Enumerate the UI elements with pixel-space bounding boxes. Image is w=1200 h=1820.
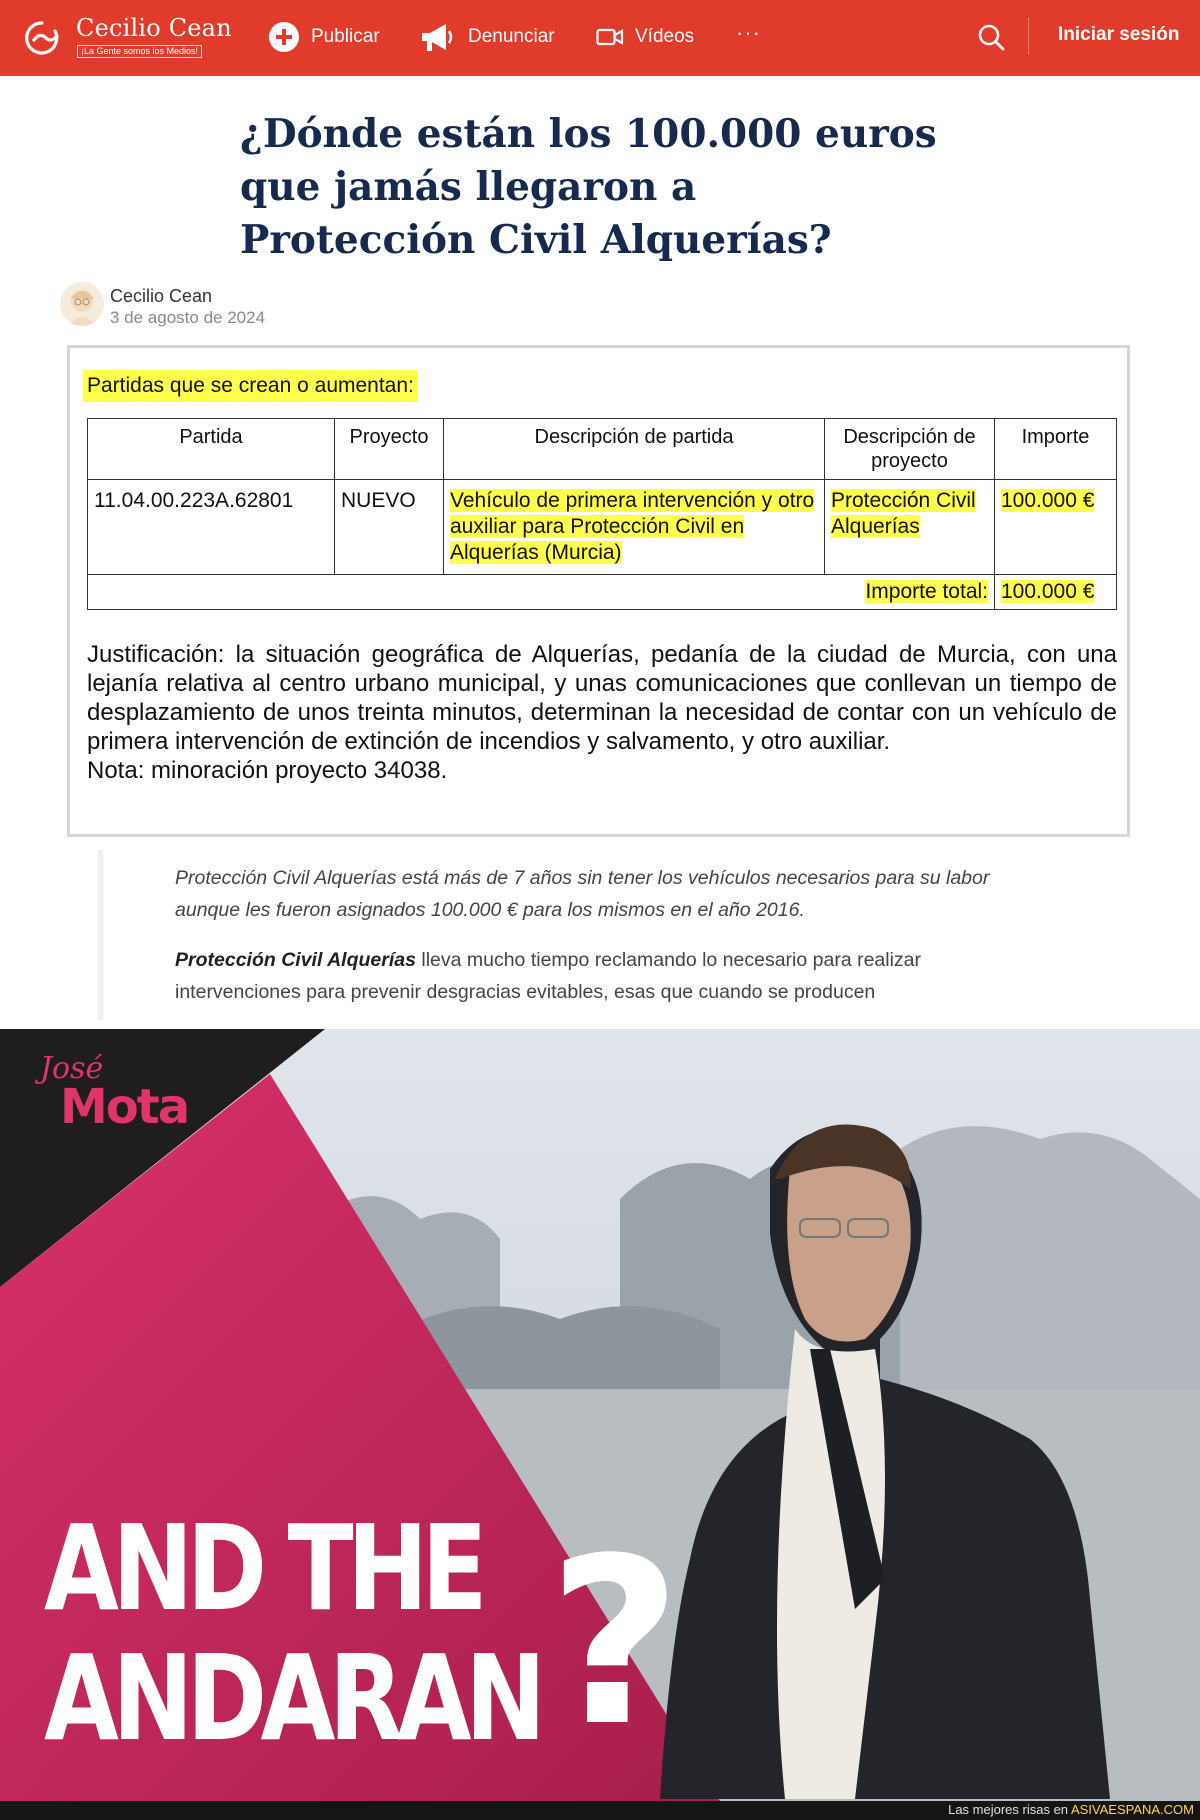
meme-caption-line1: AND THE	[44, 1499, 482, 1637]
top-navbar	[0, 0, 1200, 76]
total-label: Importe total:	[865, 580, 988, 603]
column-header: Proyecto	[335, 419, 444, 480]
cell-importe: 100.000 €	[1001, 489, 1095, 512]
brand-logo-icon[interactable]	[22, 18, 62, 58]
column-header: Descripción de partida	[444, 419, 825, 480]
column-header: Descripción de proyecto	[825, 419, 995, 480]
quote-bar	[98, 850, 103, 1020]
budget-document-image	[67, 345, 1130, 837]
report-label: Denunciar	[468, 26, 555, 47]
total-value: 100.000 €	[1001, 580, 1095, 603]
meme-caption-line2: ANDARAN	[44, 1629, 540, 1767]
cell-proyecto: NUEVO	[341, 489, 416, 512]
brand-name[interactable]: Cecilio Cean	[76, 14, 232, 42]
meme-logo-top: José	[40, 1051, 104, 1086]
meme-question-mark: ?	[548, 1510, 682, 1777]
publish-label: Publicar	[311, 26, 380, 47]
justification-text: Justificación: la situación geográfica de Alquerías, pedanía de la ciudad de Murcia, con una lejanía relativa al centro urbano municipal, y unas comunicaciones que conllevan un tiempo de desplazamiento de unos treinta minutos, determinan la necesidad de contar con un vehículo de primera intervención de extinción de incendios y salvamento, y otro auxiliar.	[87, 641, 1117, 755]
login-link[interactable]: Iniciar sesión	[1058, 24, 1180, 45]
author-avatar[interactable]	[60, 282, 104, 326]
body-paragraph	[175, 944, 1025, 1008]
footer-watermark	[0, 1801, 1200, 1820]
videos-button[interactable]	[596, 22, 694, 52]
table-total-row	[88, 575, 1117, 610]
meme-image	[0, 1029, 1200, 1801]
footer-site[interactable]: ASIVAESPANA.COM	[1070, 1802, 1194, 1817]
meme-logo-bottom: Mota	[60, 1079, 189, 1135]
footer-credit	[948, 1802, 1194, 1817]
budget-table	[87, 418, 1117, 610]
video-camera-icon	[596, 26, 624, 48]
footer-prefix: Las mejores risas en	[948, 1802, 1071, 1817]
document-justification	[87, 640, 1117, 785]
article-title: ¿Dónde están los 100.000 euros que jamás llegaron a Protección Civil Alquerías?	[240, 111, 937, 263]
cell-descripcion-partida: Vehículo de primera intervención y otro auxiliar para Protección Civil en Alquerías (Murcia)	[450, 489, 815, 564]
table-header-row	[88, 419, 1117, 480]
plus-circle-icon	[268, 21, 300, 53]
brand-tagline: ¡La Gente somos los Medios!	[77, 45, 202, 58]
publish-button[interactable]	[268, 22, 380, 52]
avatar-illustration-icon	[60, 282, 104, 326]
note-text: Nota: minoración proyecto 34038.	[87, 757, 448, 784]
document-heading: Partidas que se crean o aumentan:	[83, 370, 418, 402]
bold-entity: Protección Civil Alquerías	[175, 949, 416, 971]
nav-divider	[1028, 18, 1029, 54]
paragraph-text: lleva mucho tiempo reclamando lo necesario para realizar intervenciones para prevenir desgracias evitables, esas que cuando se producen	[175, 949, 922, 1003]
more-menu-button[interactable]: ···	[736, 20, 761, 45]
videos-label: Vídeos	[635, 26, 695, 47]
table-row	[88, 480, 1117, 575]
report-button[interactable]	[419, 22, 555, 52]
author-name[interactable]: Cecilio Cean	[110, 286, 213, 306]
cell-partida: 11.04.00.223A.62801	[94, 489, 294, 512]
column-header: Importe	[995, 419, 1117, 480]
quote-paragraph: Protección Civil Alquerías está más de 7 años sin tener los vehículos necesarios para su labor aunque les fueron asignados 100.000 € para los mismos en el año 2016.	[175, 867, 990, 921]
publish-date: 3 de agosto de 2024	[110, 308, 266, 327]
cell-descripcion-proyecto: Protección Civil Alquerías	[831, 489, 976, 538]
search-icon[interactable]	[976, 22, 1006, 52]
megaphone-icon	[419, 21, 457, 53]
column-header: Partida	[88, 419, 335, 480]
